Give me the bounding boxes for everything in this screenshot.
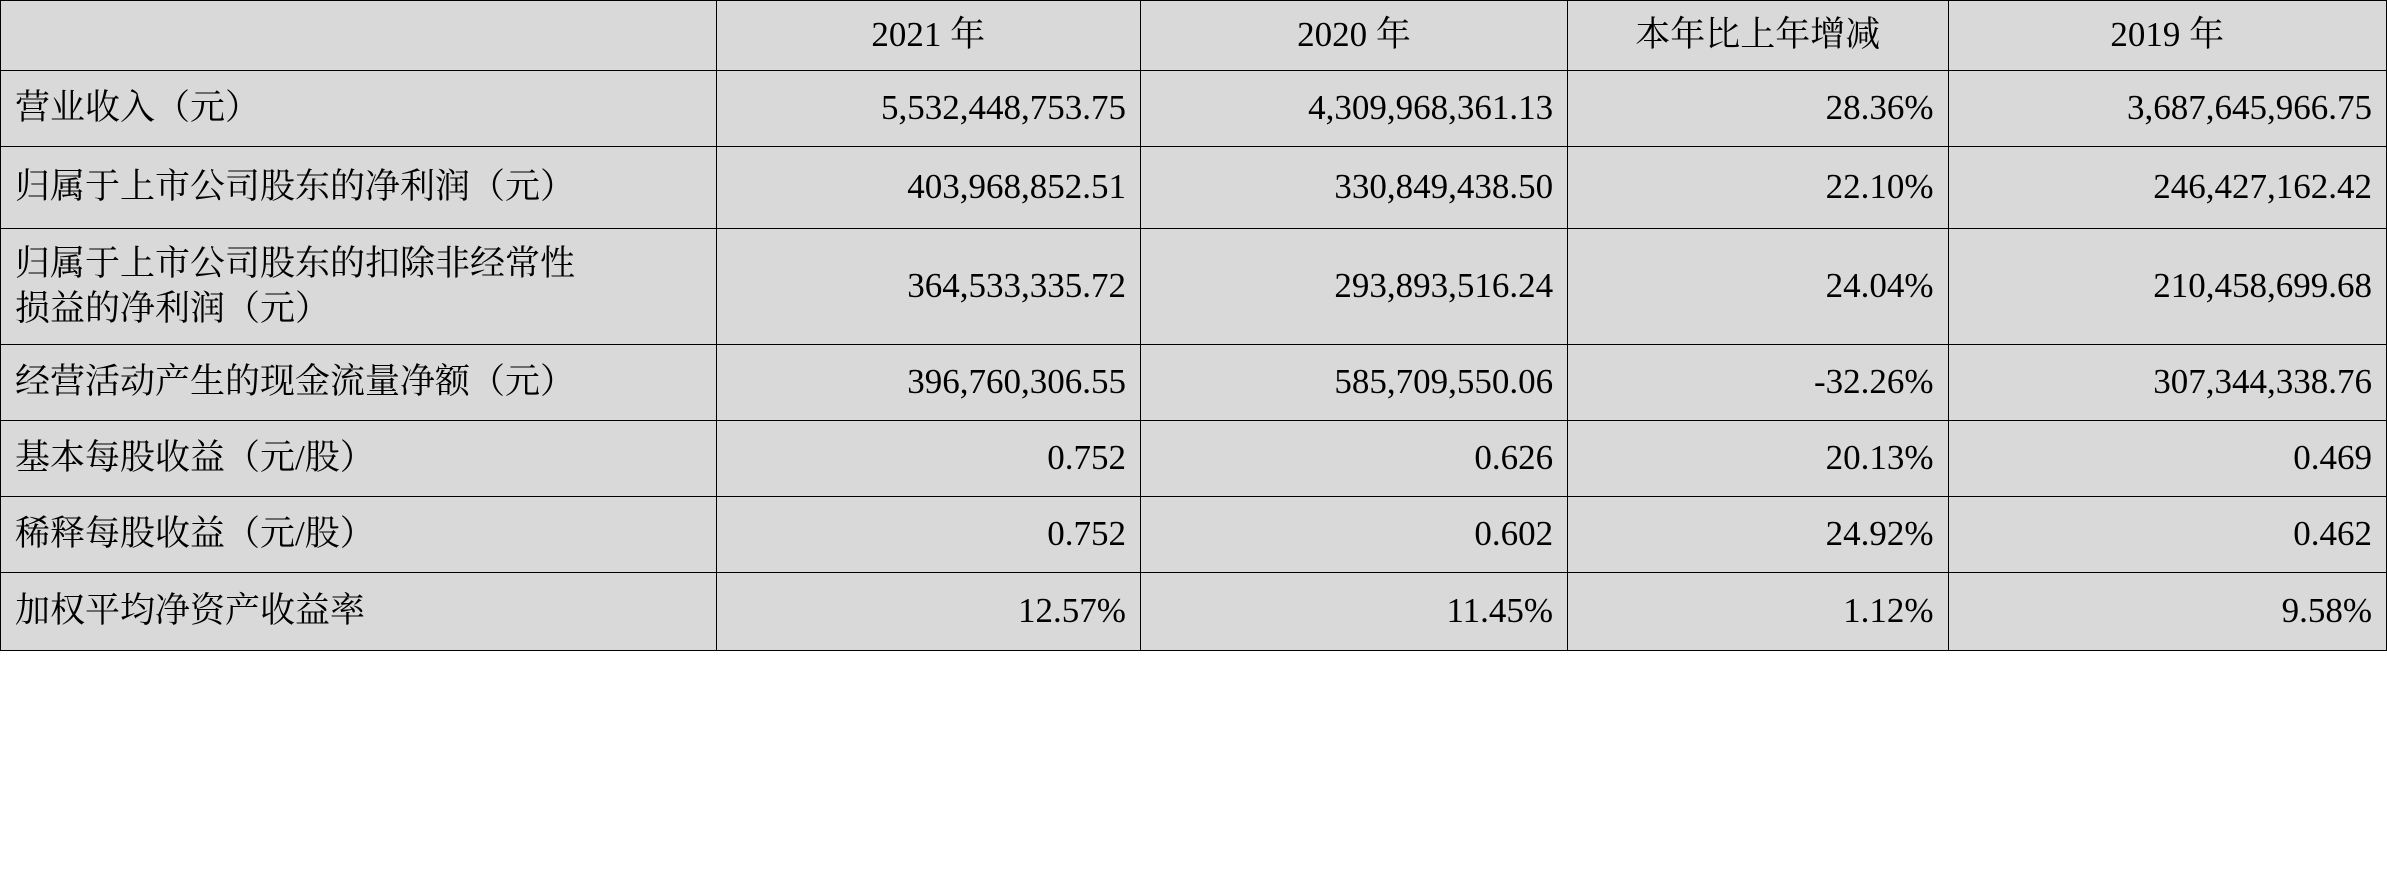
- cell-deducted-net-profit-2020: 293,893,516.24: [1140, 229, 1567, 345]
- row-label-line-1: 归属于上市公司股东的扣除非经常性: [15, 243, 576, 283]
- cell-basic-eps-2020: 0.626: [1140, 421, 1567, 497]
- row-label-operating-cash-flow: 经营活动产生的现金流量净额（元）: [1, 345, 717, 421]
- cell-net-profit-2021: 403,968,852.51: [716, 147, 1140, 229]
- header-cell-blank: [1, 1, 717, 71]
- cell-revenue-2019: 3,687,645,966.75: [1948, 71, 2386, 147]
- header-cell-2019: 2019 年: [1948, 1, 2386, 71]
- row-label-deducted-net-profit: [1, 229, 717, 345]
- table-row: [1, 71, 2387, 147]
- cell-deducted-net-profit-2021: 364,533,335.72: [716, 229, 1140, 345]
- row-label-line-2: 损益的净利润（元）: [15, 288, 331, 328]
- row-label-net-profit: 归属于上市公司股东的净利润（元）: [1, 147, 717, 229]
- cell-operating-cash-flow-2019: 307,344,338.76: [1948, 345, 2386, 421]
- table-row: [1, 229, 2387, 345]
- table-row: [1, 421, 2387, 497]
- cell-basic-eps-2021: 0.752: [716, 421, 1140, 497]
- header-cell-2020: 2020 年: [1140, 1, 1567, 71]
- cell-deducted-net-profit-change: 24.04%: [1568, 229, 1948, 345]
- cell-diluted-eps-2019: 0.462: [1948, 497, 2386, 573]
- cell-operating-cash-flow-2020: 585,709,550.06: [1140, 345, 1567, 421]
- cell-diluted-eps-2020: 0.602: [1140, 497, 1567, 573]
- cell-net-profit-change: 22.10%: [1568, 147, 1948, 229]
- cell-net-profit-2019: 246,427,162.42: [1948, 147, 2386, 229]
- cell-revenue-2021: 5,532,448,753.75: [716, 71, 1140, 147]
- cell-net-profit-2020: 330,849,438.50: [1140, 147, 1567, 229]
- cell-diluted-eps-2021: 0.752: [716, 497, 1140, 573]
- table-row: [1, 147, 2387, 229]
- header-cell-2021: 2021 年: [716, 1, 1140, 71]
- table-row: [1, 497, 2387, 573]
- cell-operating-cash-flow-change: -32.26%: [1568, 345, 1948, 421]
- cell-operating-cash-flow-2021: 396,760,306.55: [716, 345, 1140, 421]
- cell-weighted-roe-change: 1.12%: [1568, 573, 1948, 651]
- cell-weighted-roe-2020: 11.45%: [1140, 573, 1567, 651]
- cell-weighted-roe-2021: 12.57%: [716, 573, 1140, 651]
- header-cell-change: 本年比上年增减: [1568, 1, 1948, 71]
- row-label-diluted-eps: 稀释每股收益（元/股）: [1, 497, 717, 573]
- row-label-basic-eps: 基本每股收益（元/股）: [1, 421, 717, 497]
- table-header-row: [1, 1, 2387, 71]
- cell-revenue-2020: 4,309,968,361.13: [1140, 71, 1567, 147]
- row-label-revenue: 营业收入（元）: [1, 71, 717, 147]
- cell-deducted-net-profit-2019: 210,458,699.68: [1948, 229, 2386, 345]
- row-label-weighted-roe: 加权平均净资产收益率: [1, 573, 717, 651]
- table-row: [1, 573, 2387, 651]
- cell-basic-eps-change: 20.13%: [1568, 421, 1948, 497]
- cell-diluted-eps-change: 24.92%: [1568, 497, 1948, 573]
- cell-basic-eps-2019: 0.469: [1948, 421, 2386, 497]
- table-row: [1, 345, 2387, 421]
- cell-revenue-change: 28.36%: [1568, 71, 1948, 147]
- cell-weighted-roe-2019: 9.58%: [1948, 573, 2386, 651]
